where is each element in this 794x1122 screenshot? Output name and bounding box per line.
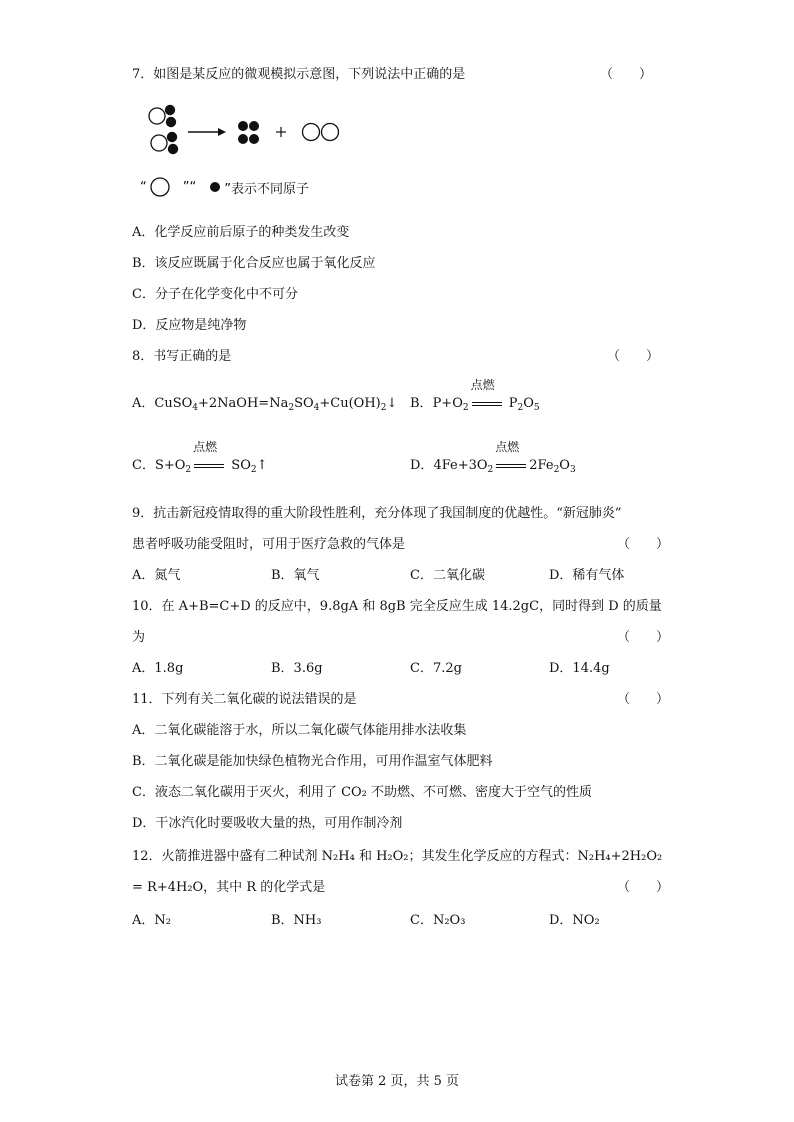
q9-option-d: D．稀有气体	[549, 568, 625, 583]
q12-stem-line2: = R+4H₂O，其中 R 的化学式是	[132, 880, 326, 895]
diagram-legend: “ ”“ ”表示不同原子	[140, 176, 309, 198]
reactant-molecule-2	[151, 132, 178, 154]
q11-option-c: C．液态二氧化碳用于灭火，利用了 CO₂ 不助燃、不可燃、密度大于空气的性质	[132, 785, 593, 800]
q11-option-a: A．二氧化碳能溶于水，所以二氧化碳气体能用排水法收集	[132, 723, 467, 738]
product-molecule-dark	[238, 121, 259, 144]
reactant-molecule-1	[149, 105, 176, 127]
q11-stem: 11．下列有关二氧化碳的说法错误的是	[132, 692, 357, 707]
q8-answer-paren: （ ）	[607, 349, 660, 364]
q7-option-d: D．反应物是纯净物	[132, 318, 247, 333]
q12-answer-paren: （ ）	[617, 880, 670, 895]
q9-option-c: C．二氧化碳	[410, 568, 485, 583]
page-footer: 试卷第 2 页，共 5 页	[334, 1074, 460, 1089]
q8-option-c: C．$S+O_2$ 点燃 $SO_2↑$	[132, 440, 268, 475]
q9-option-b: B．氧气	[271, 568, 320, 583]
q7-stem: 7．如图是某反应的微观模拟示意图，下列说法中正确的是	[132, 67, 466, 82]
q11-option-b: B．二氧化碳是能加快绿色植物光合作用，可用作温室气体肥料	[132, 754, 493, 769]
q12-option-b: B．NH₃	[271, 913, 322, 928]
q7-option-a: A．化学反应前后原子的种类发生改变	[132, 225, 350, 240]
q10-stem-line2: 为	[132, 630, 146, 645]
q12-option-a: A．N₂	[132, 913, 171, 928]
product-molecule-open	[303, 124, 339, 141]
open-atom-icon	[149, 176, 171, 198]
q11-answer-paren: （ ）	[617, 692, 670, 707]
q12-stem-line1: 12．火箭推进器中盛有二种试剂 N₂H₄ 和 H₂O₂；其发生化学反应的方程式：N₂H₄+2H₂O₂	[132, 849, 663, 864]
q10-option-b: B．3.6g	[271, 661, 323, 676]
q12-option-c: C．N₂O₃	[410, 913, 466, 928]
reaction-diagram	[140, 96, 360, 166]
q7-answer-paren: （ ）	[600, 67, 653, 82]
filled-atom-icon	[208, 180, 222, 194]
q12-option-d: D．NO₂	[549, 913, 600, 928]
q8-option-b: B．$P+O_2$ 点燃 $P_2O_5$	[410, 378, 540, 413]
q8-option-d: D．$4Fe+3O_2$ 点燃 $2Fe_2O_3$	[410, 440, 576, 475]
q9-answer-paren: （ ）	[617, 537, 670, 552]
q7-option-c: C．分子在化学变化中不可分	[132, 287, 298, 302]
q10-option-c: C．7.2g	[410, 661, 462, 676]
q10-answer-paren: （ ）	[617, 630, 670, 645]
q9-stem-line1: 9．抗击新冠疫情取得的重大阶段性胜利，充分体现了我国制度的优越性。“新冠肺炎”	[132, 506, 622, 521]
q10-option-a: A．1.8g	[132, 661, 184, 676]
q10-option-d: D．14.4g	[549, 661, 610, 676]
q9-option-a: A．氮气	[132, 568, 181, 583]
q8-option-a: A．$CuSO_4+2NaOH=Na_2SO_4+Cu(OH)_2↓$	[132, 396, 398, 413]
q7-option-b: B．该反应既属于化合反应也属于氧化反应	[132, 256, 376, 271]
q8-stem: 8．书写正确的是	[132, 349, 232, 364]
q10-stem-line1: 10．在 A+B=C+D 的反应中，9.8gA 和 8gB 完全反应生成 14.2gC，同时得到 D 的质量	[132, 599, 662, 614]
q11-option-d: D．干冰汽化时要吸收大量的热，可用作制冷剂	[132, 816, 403, 831]
q9-stem-line2: 患者呼吸功能受阻时，可用于医疗急救的气体是	[132, 537, 406, 552]
